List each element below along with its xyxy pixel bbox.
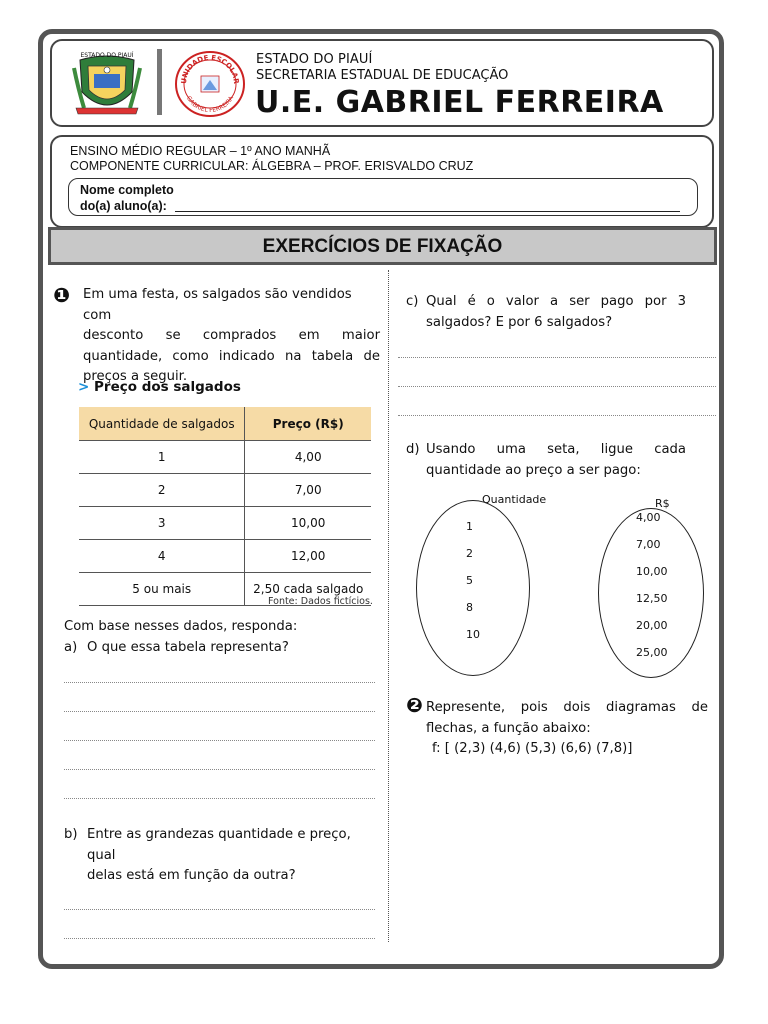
q2-line: Represente, pois dois diagramas de bbox=[426, 700, 708, 715]
table-title-text: Preço dos salgados bbox=[94, 379, 241, 395]
answer-line-a[interactable] bbox=[64, 769, 375, 770]
price-item[interactable]: 12,50 bbox=[636, 592, 668, 605]
quantity-oval bbox=[416, 500, 530, 676]
price-cell: 7,00 bbox=[245, 474, 371, 507]
q1-intro-line: desconto se comprados em maior bbox=[83, 328, 380, 343]
price-cell: 2,50 cada salgado bbox=[245, 573, 371, 606]
q1-marker: ❶ bbox=[53, 283, 70, 307]
answer-line-a[interactable] bbox=[64, 740, 375, 741]
chevron-right-icon: > bbox=[78, 379, 90, 395]
price-cell: 12,00 bbox=[245, 540, 371, 573]
page-title: EXERCÍCIOS DE FIXAÇÃO bbox=[262, 236, 503, 257]
q1d-line: Usando uma seta, ligue cada bbox=[426, 442, 686, 457]
price-cell: 10,00 bbox=[245, 507, 371, 540]
q1-intro bbox=[83, 285, 380, 388]
state-crest-icon bbox=[70, 48, 144, 120]
q1-intro-line: quantidade, como indicado na tabela de bbox=[83, 348, 380, 364]
table-header-row bbox=[79, 407, 371, 441]
q1a-text: O que essa tabela representa? bbox=[87, 640, 289, 655]
price-item[interactable]: 10,00 bbox=[636, 565, 668, 578]
price-item[interactable]: 4,00 bbox=[636, 511, 661, 524]
answer-line-c[interactable] bbox=[398, 386, 716, 387]
table-row bbox=[79, 474, 371, 507]
q1a-label: a) bbox=[64, 640, 78, 655]
q1d-text bbox=[426, 440, 686, 481]
qty-cell: 4 bbox=[79, 540, 245, 573]
q2-line: flechas, a função abaixo: bbox=[426, 720, 591, 736]
school-name: U.E. GABRIEL FERREIRA bbox=[255, 85, 664, 120]
price-item[interactable]: 20,00 bbox=[636, 619, 668, 632]
diagram-left-label: Quantidade bbox=[482, 493, 547, 506]
q1b-text bbox=[87, 825, 380, 887]
school-stamp-icon bbox=[174, 50, 246, 118]
component-line: COMPONENTE CURRICULAR: ÁLGEBRA – PROF. ERISVALDO CRUZ bbox=[70, 159, 474, 173]
q1c-line: Qual é o valor a ser pago por 3 bbox=[426, 294, 686, 309]
q1b-label: b) bbox=[64, 827, 78, 842]
q2-text bbox=[426, 698, 708, 739]
col-price-header: Preço (R$) bbox=[245, 407, 371, 441]
header-separator bbox=[157, 49, 162, 115]
column-divider bbox=[388, 270, 389, 942]
q1-prompt: Com base nesses dados, responda: bbox=[64, 619, 298, 634]
q1d-label: d) bbox=[406, 442, 420, 457]
quantity-item[interactable]: 5 bbox=[466, 574, 473, 587]
answer-line-a[interactable] bbox=[64, 798, 375, 799]
price-item[interactable]: 25,00 bbox=[636, 646, 668, 659]
name-label-1: Nome completo bbox=[80, 183, 174, 197]
course-line: ENSINO MÉDIO REGULAR – 1º ANO MANHÃ bbox=[70, 144, 331, 158]
table-source: Fonte: Dados fictícios. bbox=[268, 596, 373, 607]
qty-cell: 5 ou mais bbox=[79, 573, 245, 606]
state-name: ESTADO DO PIAUÍ bbox=[256, 52, 373, 67]
answer-line-a[interactable] bbox=[64, 682, 375, 683]
q1c-text bbox=[426, 292, 686, 333]
answer-line-a[interactable] bbox=[64, 711, 375, 712]
q1b-line: delas está em função da outra? bbox=[87, 868, 296, 883]
quantity-item[interactable]: 10 bbox=[466, 628, 480, 641]
price-cell: 4,00 bbox=[245, 441, 371, 474]
answer-line-b[interactable] bbox=[64, 909, 375, 910]
name-label-2: do(a) aluno(a): bbox=[80, 199, 167, 213]
answer-line-c[interactable] bbox=[398, 357, 716, 358]
quantity-item[interactable]: 2 bbox=[466, 547, 473, 560]
stamp-top-text: UNIDADE ESCOLAR bbox=[179, 53, 241, 85]
col-quantity-header: Quantidade de salgados bbox=[79, 407, 245, 441]
quantity-item[interactable]: 8 bbox=[466, 601, 473, 614]
crest-text: ESTADO DO PIAUÍ bbox=[80, 52, 134, 59]
answer-line-c[interactable] bbox=[398, 415, 716, 416]
q1c-line: salgados? E por 6 salgados? bbox=[426, 314, 613, 330]
q2-function: f: [ (2,3) (4,6) (5,3) (6,6) (7,8)] bbox=[432, 741, 633, 756]
diagram-right-label: R$ bbox=[655, 497, 670, 510]
q1-intro-line: Em uma festa, os salgados são vendidos com bbox=[83, 287, 352, 323]
table-row bbox=[79, 507, 371, 540]
quantity-item[interactable]: 1 bbox=[466, 520, 473, 533]
q1c-label: c) bbox=[406, 294, 419, 309]
qty-cell: 2 bbox=[79, 474, 245, 507]
student-name-field[interactable] bbox=[175, 211, 680, 212]
q1-intro-line: preços a seguir. bbox=[83, 369, 188, 384]
table-row bbox=[79, 540, 371, 573]
q2-marker: ❷ bbox=[406, 693, 423, 717]
price-table bbox=[79, 407, 371, 606]
table-row bbox=[79, 441, 371, 474]
q1b-line: Entre as grandezas quantidade e preço, qual bbox=[87, 827, 351, 863]
table-title bbox=[78, 379, 241, 395]
price-item[interactable]: 7,00 bbox=[636, 538, 661, 551]
qty-cell: 3 bbox=[79, 507, 245, 540]
stamp-bottom-text: GABRIEL FERREIRA bbox=[184, 95, 236, 115]
answer-line-b[interactable] bbox=[64, 938, 375, 939]
qty-cell: 1 bbox=[79, 441, 245, 474]
q1d-line: quantidade ao preço a ser pago: bbox=[426, 462, 641, 478]
secretariat-name: SECRETARIA ESTADUAL DE EDUCAÇÃO bbox=[256, 68, 509, 83]
